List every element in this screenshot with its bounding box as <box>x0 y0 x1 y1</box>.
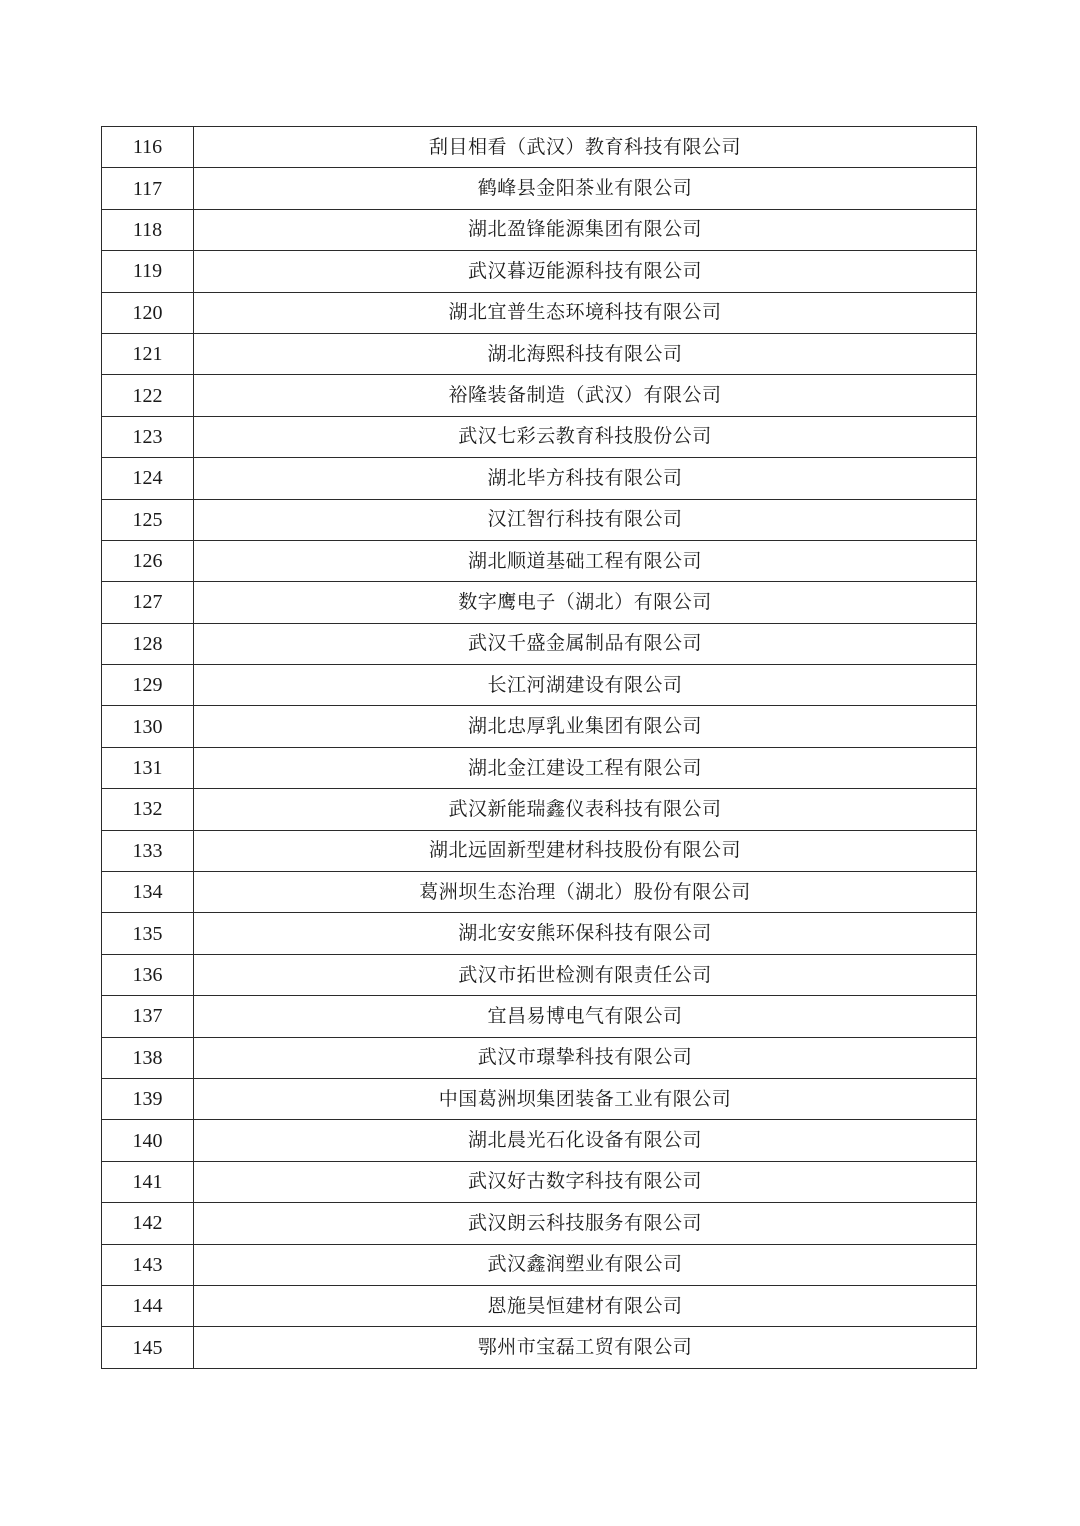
table-row <box>102 996 977 1037</box>
company-name-cell: 湖北安安熊环保科技有限公司 <box>194 913 977 954</box>
company-list-table <box>101 126 977 1369</box>
company-name-cell: 武汉市拓世检测有限责任公司 <box>194 954 977 995</box>
table-row <box>102 789 977 830</box>
company-name-cell: 刮目相看（武汉）教育科技有限公司 <box>194 127 977 168</box>
table-row <box>102 458 977 499</box>
row-number-cell: 119 <box>102 251 194 292</box>
table-row <box>102 747 977 788</box>
table-row <box>102 292 977 333</box>
company-name-cell: 武汉鑫润塑业有限公司 <box>194 1244 977 1285</box>
row-number-cell: 135 <box>102 913 194 954</box>
table-row <box>102 706 977 747</box>
company-name-cell: 湖北顺道基础工程有限公司 <box>194 540 977 581</box>
company-name-cell: 鹤峰县金阳茶业有限公司 <box>194 168 977 209</box>
row-number-cell: 130 <box>102 706 194 747</box>
company-name-cell: 湖北忠厚乳业集团有限公司 <box>194 706 977 747</box>
row-number-cell: 131 <box>102 747 194 788</box>
table-row <box>102 872 977 913</box>
company-name-cell: 武汉暮迈能源科技有限公司 <box>194 251 977 292</box>
company-name-cell: 中国葛洲坝集团装备工业有限公司 <box>194 1078 977 1119</box>
row-number-cell: 143 <box>102 1244 194 1285</box>
company-name-cell: 葛洲坝生态治理（湖北）股份有限公司 <box>194 872 977 913</box>
table-row <box>102 1244 977 1285</box>
company-name-cell: 湖北宜普生态环境科技有限公司 <box>194 292 977 333</box>
company-name-cell: 湖北毕方科技有限公司 <box>194 458 977 499</box>
row-number-cell: 128 <box>102 623 194 664</box>
table-row <box>102 913 977 954</box>
company-name-cell: 鄂州市宝磊工贸有限公司 <box>194 1327 977 1368</box>
row-number-cell: 136 <box>102 954 194 995</box>
company-name-cell: 武汉市璟挚科技有限公司 <box>194 1037 977 1078</box>
row-number-cell: 117 <box>102 168 194 209</box>
table-row <box>102 1161 977 1202</box>
table-row <box>102 665 977 706</box>
company-name-cell: 湖北海熙科技有限公司 <box>194 333 977 374</box>
company-name-cell: 裕隆装备制造（武汉）有限公司 <box>194 375 977 416</box>
row-number-cell: 140 <box>102 1120 194 1161</box>
table-row <box>102 209 977 250</box>
company-name-cell: 数字鹰电子（湖北）有限公司 <box>194 582 977 623</box>
row-number-cell: 125 <box>102 499 194 540</box>
row-number-cell: 127 <box>102 582 194 623</box>
table-row <box>102 251 977 292</box>
table-row <box>102 954 977 995</box>
row-number-cell: 144 <box>102 1285 194 1326</box>
row-number-cell: 121 <box>102 333 194 374</box>
row-number-cell: 120 <box>102 292 194 333</box>
table-row <box>102 333 977 374</box>
row-number-cell: 126 <box>102 540 194 581</box>
row-number-cell: 124 <box>102 458 194 499</box>
table-row <box>102 540 977 581</box>
company-name-cell: 恩施昊恒建材有限公司 <box>194 1285 977 1326</box>
table-row <box>102 1078 977 1119</box>
table-row <box>102 830 977 871</box>
company-name-cell: 武汉好古数字科技有限公司 <box>194 1161 977 1202</box>
table-row <box>102 1037 977 1078</box>
row-number-cell: 122 <box>102 375 194 416</box>
row-number-cell: 142 <box>102 1203 194 1244</box>
company-name-cell: 武汉千盛金属制品有限公司 <box>194 623 977 664</box>
row-number-cell: 138 <box>102 1037 194 1078</box>
table-row <box>102 499 977 540</box>
row-number-cell: 137 <box>102 996 194 1037</box>
company-name-cell: 长江河湖建设有限公司 <box>194 665 977 706</box>
company-name-cell: 宜昌易博电气有限公司 <box>194 996 977 1037</box>
table-row <box>102 582 977 623</box>
row-number-cell: 116 <box>102 127 194 168</box>
company-name-cell: 汉江智行科技有限公司 <box>194 499 977 540</box>
table-row <box>102 623 977 664</box>
row-number-cell: 145 <box>102 1327 194 1368</box>
table-row <box>102 127 977 168</box>
company-name-cell: 武汉朗云科技服务有限公司 <box>194 1203 977 1244</box>
row-number-cell: 132 <box>102 789 194 830</box>
company-name-cell: 湖北晨光石化设备有限公司 <box>194 1120 977 1161</box>
table-row <box>102 375 977 416</box>
row-number-cell: 134 <box>102 872 194 913</box>
table-row <box>102 416 977 457</box>
company-name-cell: 武汉七彩云教育科技股份公司 <box>194 416 977 457</box>
table-row <box>102 168 977 209</box>
row-number-cell: 133 <box>102 830 194 871</box>
table-row <box>102 1327 977 1368</box>
company-name-cell: 湖北盈锋能源集团有限公司 <box>194 209 977 250</box>
table-row <box>102 1285 977 1326</box>
company-name-cell: 湖北远固新型建材科技股份有限公司 <box>194 830 977 871</box>
company-name-cell: 武汉新能瑞鑫仪表科技有限公司 <box>194 789 977 830</box>
table-body <box>102 127 977 1369</box>
row-number-cell: 141 <box>102 1161 194 1202</box>
row-number-cell: 118 <box>102 209 194 250</box>
row-number-cell: 139 <box>102 1078 194 1119</box>
table-row <box>102 1203 977 1244</box>
row-number-cell: 123 <box>102 416 194 457</box>
row-number-cell: 129 <box>102 665 194 706</box>
table-row <box>102 1120 977 1161</box>
company-name-cell: 湖北金江建设工程有限公司 <box>194 747 977 788</box>
